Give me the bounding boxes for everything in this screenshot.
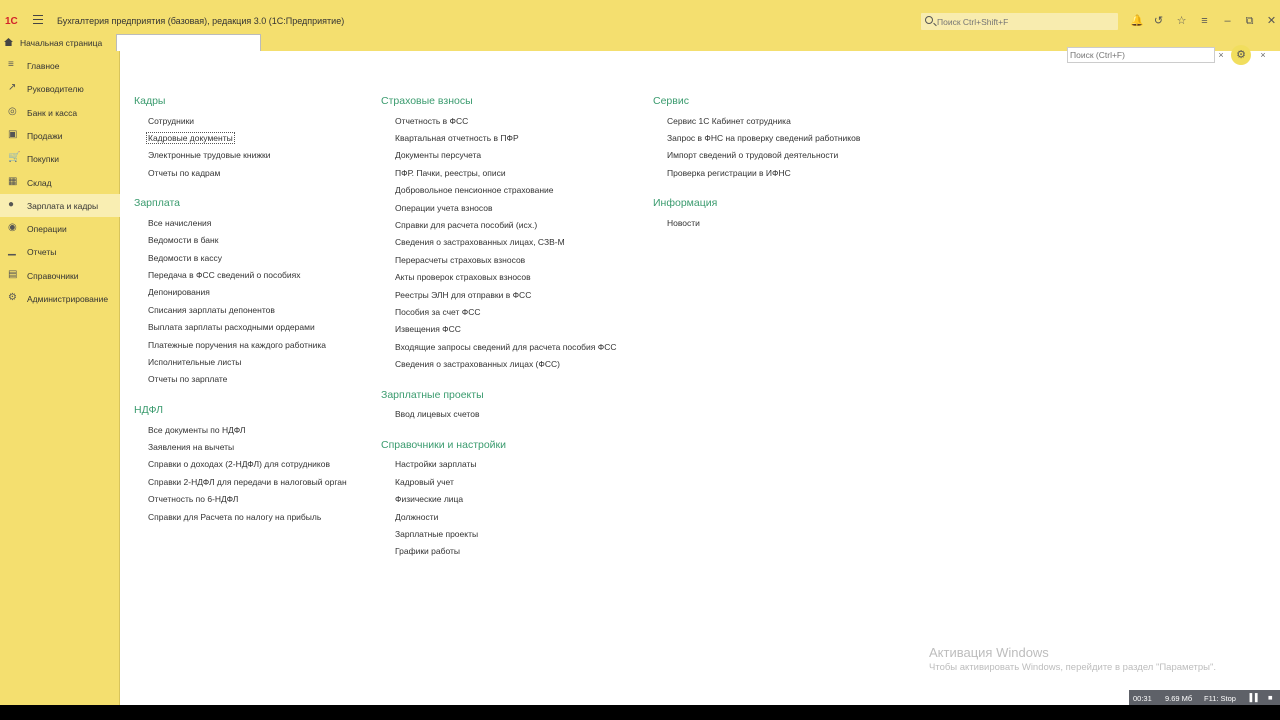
form-search[interactable] (1067, 47, 1215, 63)
nav-link[interactable]: Зарплатные проекты (395, 528, 479, 539)
sidebar-item-label: Руководителю (27, 84, 84, 95)
sidebar-item[interactable] (0, 287, 120, 310)
section-title: Страховые взносы (381, 95, 473, 107)
minimize-icon[interactable]: – (1224, 15, 1231, 27)
nav-link[interactable]: ПФР. Пачки, реестры, описи (395, 167, 506, 178)
nav-link[interactable]: Квартальная отчетность в ПФР (395, 132, 519, 143)
status-stop[interactable]: F11: Stop (1204, 694, 1236, 703)
home-icon (4, 38, 13, 46)
nav-link[interactable]: Все документы по НДФЛ (148, 424, 246, 435)
menu-icon: ≡ (8, 59, 14, 70)
sidebar-item-label: Администрирование (27, 294, 109, 304)
nav-link[interactable]: Извещения ФСС (395, 324, 461, 335)
nav-link[interactable]: Кадровый учет (395, 476, 454, 487)
section-title: Справочники и настройки (381, 438, 507, 451)
section-title: Информация (653, 197, 718, 210)
sidebar-item-label: Главное (27, 61, 60, 71)
nav-link[interactable]: Сведения о застрахованных лицах (ФСС) (395, 359, 560, 370)
status-bar (1129, 690, 1280, 705)
section-title: Зарплатные проекты (381, 388, 484, 401)
nav-link[interactable]: Справки для расчета пособий (исх.) (395, 219, 538, 230)
nav-link[interactable]: Справки для Расчета по налогу на прибыль (148, 511, 322, 522)
nav-link[interactable]: Ведомости в банк (148, 235, 219, 246)
nav-link[interactable]: Передача в ФСС сведений о пособиях (148, 270, 301, 280)
bag-icon: ▣ (8, 128, 18, 140)
nav-link[interactable]: Платежные поручения на каждого работника (148, 339, 327, 350)
nav-link[interactable]: Импорт сведений о трудовой деятельности (667, 150, 839, 161)
sidebar-item[interactable] (0, 240, 120, 263)
nav-link[interactable]: Графики работы (395, 546, 461, 557)
sidebar-item[interactable] (0, 194, 120, 217)
cart-icon: 🛒 (8, 152, 21, 164)
nav-link[interactable]: Заявления на вычеты (148, 441, 235, 452)
nav-link[interactable]: Отчетность по 6-НДФЛ (148, 494, 239, 505)
close-icon[interactable]: ✕ (1266, 15, 1277, 27)
tab-home[interactable] (0, 34, 115, 51)
warehouse-icon: ▦ (8, 175, 18, 187)
clear-search-icon[interactable]: × (1218, 50, 1224, 60)
nav-link[interactable]: Сервис 1С Кабинет сотрудника (667, 115, 791, 126)
section-title: НДФЛ (134, 404, 163, 416)
gear-icon: ⚙ (8, 292, 17, 303)
operations-icon: ◉ (8, 222, 17, 234)
status-memory: 9.69 Мб (1165, 694, 1193, 703)
nav-link[interactable]: Документы персучета (395, 150, 482, 161)
activation-watermark-subtitle: Чтобы активировать Windows, перейдите в раздел "Параметры". (929, 662, 1216, 673)
stop-icon[interactable]: ■ (1268, 693, 1273, 702)
nav-link[interactable]: Отчеты по кадрам (148, 167, 221, 178)
sidebar-item-label: Продажи (27, 130, 63, 141)
global-search-input[interactable] (937, 16, 1113, 27)
taskbar-strip (0, 705, 1280, 720)
nav-link[interactable]: Депонирования (148, 287, 210, 298)
activation-watermark-title: Активация Windows (929, 645, 1049, 660)
nav-link[interactable]: Справки 2-НДФЛ для передачи в налоговый орган (148, 476, 347, 487)
nav-link[interactable]: Ввод лицевых счетов (395, 409, 480, 420)
sidebar-item-label: Операции (27, 224, 67, 235)
settings-gear-icon[interactable]: ⚙ (1231, 45, 1251, 65)
sidebar-item[interactable] (0, 147, 120, 170)
nav-link[interactable]: Добровольное пенсионное страхование (395, 185, 554, 196)
section-title: Сервис (653, 95, 689, 107)
sidebar-item-label: Отчеты (27, 247, 57, 258)
person-icon: ● (8, 198, 15, 210)
section-title: Зарплата (134, 197, 180, 210)
book-icon: ▤ (8, 268, 18, 280)
filter-icon[interactable]: ≡ (1201, 15, 1208, 27)
nav-link[interactable]: Запрос в ФНС на проверку сведений работников (667, 132, 861, 143)
app-logo: 1С (5, 16, 18, 27)
nav-link[interactable]: Выплата зарплаты расходными ордерами (148, 322, 315, 333)
nav-link[interactable]: Акты проверок страховых взносов (395, 272, 531, 283)
star-icon[interactable]: ☆ (1176, 15, 1187, 27)
nav-link[interactable]: Отчеты по зарплате (148, 374, 228, 385)
sidebar-item[interactable] (0, 54, 120, 77)
sidebar-item[interactable] (0, 217, 120, 240)
nav-link[interactable]: Пособия за счет ФСС (395, 306, 481, 317)
sidebar-item-label: Банк и касса (27, 107, 78, 118)
nav-link[interactable]: Реестры ЭЛН для отправки в ФСС (395, 289, 532, 300)
form-search-input[interactable] (1070, 50, 1210, 60)
nav-link[interactable]: Все начисления (148, 217, 212, 228)
nav-link[interactable]: Перерасчеты страховых взносов (395, 254, 526, 265)
nav-link[interactable]: Новости (667, 217, 700, 228)
global-search[interactable] (921, 13, 1118, 30)
nav-link[interactable]: Списания зарплаты депонентов (148, 304, 275, 315)
tab-home-label: Начальная страница (20, 38, 103, 48)
sidebar-item-label: Покупки (27, 154, 59, 165)
sidebar-item[interactable] (0, 124, 120, 147)
sidebar-item-label: Зарплата и кадры (27, 200, 99, 211)
sidebar-item[interactable] (0, 77, 120, 100)
main-menu-icon[interactable] (33, 15, 43, 24)
nav-link[interactable]: Отчетность в ФСС (395, 115, 469, 126)
trend-icon: ↗ (8, 82, 17, 94)
section-title: Кадры (134, 95, 166, 107)
nav-link[interactable]: Должности (395, 511, 439, 522)
main-panel (121, 51, 1280, 720)
nav-link[interactable]: Справки о доходах (2-НДФЛ) для сотрудников (148, 459, 330, 470)
sidebar (0, 51, 120, 720)
sidebar-item[interactable] (0, 264, 120, 287)
nav-link[interactable]: Входящие запросы сведений для расчета пособия ФСС (395, 341, 617, 352)
sidebar-item-label: Справочники (27, 270, 79, 281)
coins-icon: ◎ (8, 105, 17, 117)
nav-link[interactable]: Ведомости в кассу (148, 252, 222, 263)
nav-link[interactable]: Операции учета взносов (395, 202, 493, 213)
tab-active[interactable] (116, 34, 261, 51)
nav-link[interactable]: Исполнительные листы (148, 357, 242, 367)
chart-icon: ▁ (8, 245, 16, 257)
restore-icon[interactable]: ⧉ (1245, 15, 1254, 27)
nav-link[interactable]: Сотрудники (148, 115, 195, 126)
search-icon (925, 16, 933, 24)
sidebar-item-label: Склад (27, 177, 52, 188)
nav-link[interactable]: Физические лица (395, 494, 464, 505)
nav-link[interactable]: Сведения о застрахованных лицах, СЗВ-М (395, 237, 565, 248)
nav-link[interactable]: Настройки зарплаты (395, 459, 477, 470)
sidebar-item[interactable] (0, 171, 120, 194)
nav-link[interactable]: Кадровые документы (148, 132, 233, 143)
bell-icon[interactable]: 🔔 (1130, 15, 1144, 27)
close-panel-icon[interactable]: × (1260, 50, 1266, 60)
nav-link[interactable]: Электронные трудовые книжки (148, 150, 271, 161)
app-title: Бухгалтерия предприятия (базовая), редакция 3.0 (1С:Предприятие) (57, 16, 345, 26)
nav-link[interactable]: Проверка регистрации в ИФНС (667, 167, 791, 178)
sidebar-item[interactable] (0, 101, 120, 124)
status-time: 00:31 (1133, 694, 1152, 703)
history-icon[interactable]: ↺ (1153, 15, 1164, 27)
pause-icon[interactable]: ▐▐ (1247, 693, 1258, 702)
